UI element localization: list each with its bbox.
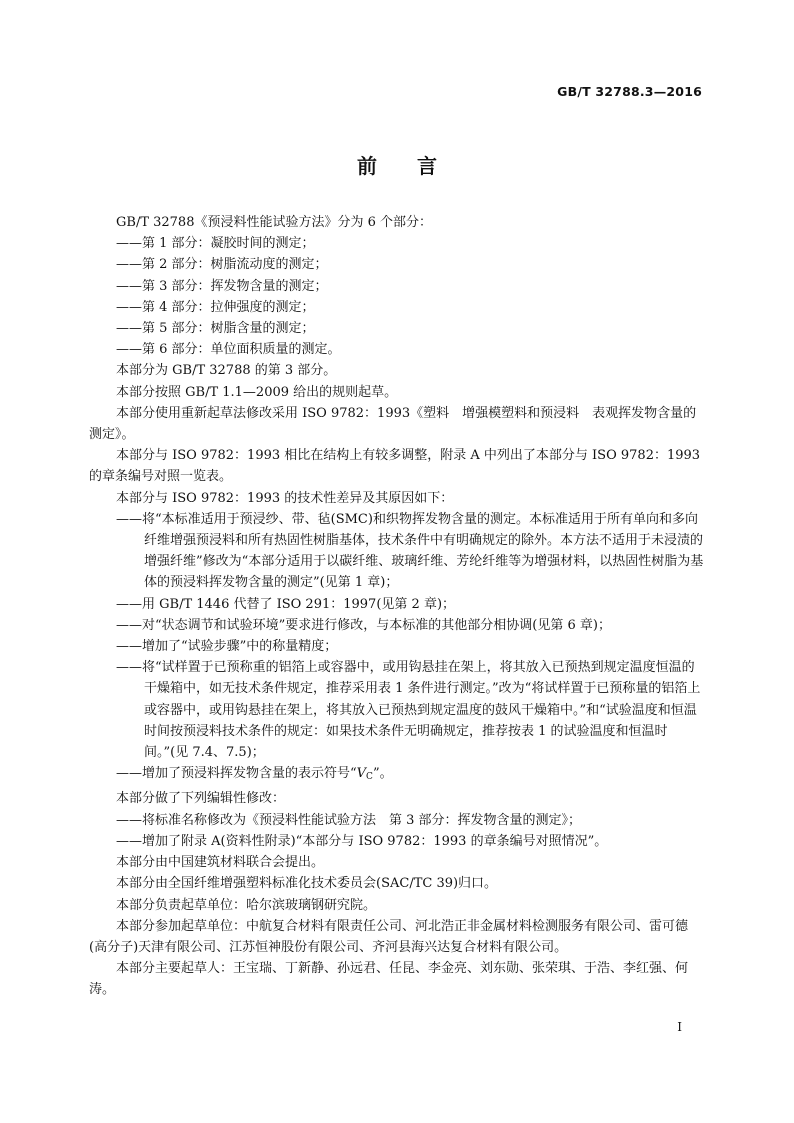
paragraph: 本部分与 ISO 9782：1993 的技术性差异及其原因如下： [116,490,454,506]
volatile-symbol-subscript: C [366,772,373,783]
editorial-item: ——增加了附录 A(资料性附录)“本部分与 ISO 9782：1993 的章条编号对照情况”。 [116,833,608,849]
paragraph: 本部分为 GB/T 32788 的第 3 部分。 [116,363,337,379]
difference-item: ——增加了“试验步骤”中的称量精度； [116,639,338,655]
paragraph: 本部分使用重新起草法修改采用 ISO 9782：1993《塑料 增强模塑料和预浸料 表观挥发物含量的测定》。 [89,405,697,443]
paragraph: 本部分由中国建筑材料联合会提出。 [116,855,325,871]
difference-item [89,763,705,788]
paragraph: 本部分按照 GB/T 1.1—2009 给出的规则起草。 [116,384,398,400]
part-list-item: ——第 3 部分：挥发物含量的测定； [116,278,328,294]
editorial-item: ——将标准名称修改为《预浸料性能试验方法 第 3 部分：挥发物含量的测定》； [116,812,582,828]
difference-text: ——增加了预浸料挥发物含量的表示符号“ [116,766,357,782]
part-list-item: ——第 2 部分：树脂流动度的测定； [116,257,328,273]
standard-code: GB/T 32788.3—2016 [557,84,702,99]
part-list-item: ——第 6 部分：单位面积质量的测定。 [116,342,341,358]
paragraph: 本部分做了下列编辑性修改： [116,791,286,807]
paragraph: 本部分参加起草单位：中航复合材料有限责任公司、河北浩正非金属材料检测服务有限公司、雷可德(高分子)天津有限公司、江苏恒神股份有限公司、齐河县海兴达复合材料有限公司。 [89,918,689,955]
paragraph: 本部分由全国纤维增强塑料标准化技术委员会(SAC/TC 39)归口。 [116,876,498,892]
page-number: I [677,1020,682,1034]
part-list-item: ——第 4 部分：拉伸强度的测定； [116,299,315,315]
difference-item: ——将“试样置于已预称重的铝箔上或容器中，或用钩悬挂在架上，将其放入已预热到规定温度恒温的干燥箱中，如无技术条件规定，推荐采用表 1 条件进行测定。”改为“将试样置于已预称量的铝箔上或容器中，或用钩悬挂在架上，将其放入已预热到规定温度的鼓风干燥箱中。”和“试验温度和恒温时间按预浸料技术条件的规定：如果技术条件无明确规定，推荐按表 1 的试验温度和恒温时间。”(见 7.4、7.5)； [116,660,701,761]
part-list-item: ——第 1 部分：凝胶时间的测定； [116,236,315,252]
difference-item: ——将“本标准适用于预浸纱、带、毡(SMC)和织物挥发物含量的测定。本标准适用于所有单向和多向纤维增强预浸料和所有热固性树脂基体，技术条件中有明确规定的除外。本方法不适用于未浸渍的增强纤维”修改为“本部分适用于以碳纤维、玻璃纤维、芳纶纤维等为增强材料，以热固性树脂为基体的预浸料挥发物含量的测定”(见第 1 章)； [116,511,704,591]
paragraph: 本部分与 ISO 9782：1993 相比在结构上有较多调整，附录 A 中列出了本部分与 ISO 9782：1993 的章条编号对照一览表。 [89,448,701,485]
page-title: 前言 [357,154,477,178]
difference-item: ——用 GB/T 1446 代替了 ISO 291：1997(见第 2 章)； [116,596,456,612]
foreword-body [89,212,705,1001]
part-list-item: ——第 5 部分：树脂含量的测定； [116,321,315,337]
paragraph: 本部分负责起草单位：哈尔滨玻璃钢研究院。 [116,897,377,913]
parts-intro: GB/T 32788《预浸料性能试验方法》分为 6 个部分： [116,215,433,230]
difference-item: ——对“状态调节和试验环境”要求进行修改，与本标准的其他部分相协调(见第 6 章)； [116,617,611,633]
paragraph: 本部分主要起草人：王宝瑞、丁新静、孙远君、任昆、李金亮、刘东勋、张荣琪、于浩、李红强、何涛。 [89,961,689,998]
difference-text-end: ”。 [372,766,393,782]
volatile-symbol: V [356,766,367,782]
